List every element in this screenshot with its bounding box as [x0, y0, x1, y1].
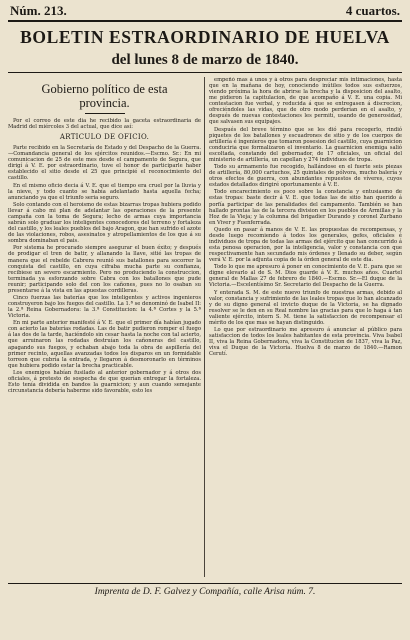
left-column — [8, 77, 205, 577]
left-paragraph-6: En mi parte anterior manifesté á V. E. que el primer día habían jugado con acierto las baterías rodadas. Las de batir pudieron romper el fuego á las dos de la tarde, haciéndolo sin cesar hasta la noche con tal acierto, que arruinaron las rodadas destruían los cañoneras del castillo, apagando sus fuegos, y echaban abajo toda la obra de aspillería del primer recinto, aquellas avanzadas todos los disparos en un formidable torreon que cubría la entrada, y llegaron á desmoronarlo en términos que hubiera podido estar la brecha practicable. — [8, 320, 201, 369]
right-paragraph-7: Y enterada S. M. de este nuevo triunfo de nuestras armas, debido al valor, constancia y sufrimiento de las leales tropas que lo han alcanzado y de su digno general el invicto duque de la Victoria, se ha dignado resolver se le den en su Real nombre las gracias para que lo haga á tan valiente ejército, intern S. M. tiene la satisfaccion de recompensar el mérito de los que mas se hayan distinguido. — [209, 289, 402, 326]
left-paragraph-1: Parte recibido en la Secretaría de Estado y del Despacho de la Guerra.—Comandancia general de los ejércitos reunidos.—Escmo. Sr.: En mi comunicacion de 25 de este mes desde el campamento de Segura, que dirigí á V. E. por estraordinario, tuve el honor de participarle haber establecido el sitio desde el 25 que principié el reconocimiento del castillo. — [8, 145, 201, 182]
left-paragraph-2: En el mismo oficio decia á V. E. que el tiempo era cruel por la lluvia y la nieve, y todo cuanto se había adelantado hasta aquella fecha; anunciando ya que el triunfo seria seguro. — [8, 182, 201, 201]
issue-number: Núm. 213. — [10, 3, 67, 18]
article-columns — [8, 77, 402, 577]
right-paragraph-8: Lo que por estraordinario me apresuro á anunciar al público para satisfaccion de todos los leales habitantes de esta provincia. Viva Isabel II, viva la Reina Gobernadora, viva la Constitucion de 1837, viva la Paz, viva el Duque de la Victoria. Huelva 8 de marzo de 1840.—Ramon Cerutí. — [209, 327, 402, 358]
dateline: del lunes 8 de marzo de 1840. — [111, 52, 299, 68]
right-paragraph-5: Quedo en pasar á manos de V. E. las propuestas de recompensas, y desde luego recomiendo á todos los generales, gefes, oficiales é individuos de tropa de todas las armas del ejército que han concurrido á esta penosa operacion, por la inteligencia, valor y constancia con que respectivamente han secundado mis órdenes y llenado su deber, según verá V. E. por la adjunta copia de la órden general de este dia. — [209, 226, 402, 264]
section-title-line2: provincia. — [79, 96, 130, 110]
right-paragraph-1: empeñó mas á unos y á otros para despreciar mis intimaciones, hasta que en la mañana de hoy, conociendo inútiles todos sus esfuerzos, viendo próxima la hora de abrirse la brecha y la disposicion del asalto, me pidieron la capitulacion, de que acompaño á V. E. una copia. Mi contestacion fue verbal, y reducida á que se entregasen á discrecion, ofreciéndoles las vidas, que de otro modo perderían en el asalto, y después de nuevas contestaciones les permití, usando de generosidad, que salvasen sus equipajes. — [209, 77, 402, 126]
section-divider — [85, 113, 125, 114]
left-paragraph-5: Cinco fuerzas las baterías que los inteligentes y activos ingenieros construyeron bajo los fuegos del castillo. La 1.ª se denominó de Isabel II: la 2.ª Reina Gobernadora: la 3.ª Constitucion: la 4.ª Cortes y la 5.ª Victoria. — [8, 294, 201, 320]
intro-paragraph: Por el correo de este dia he recibido la gaceta estraordinaria de Madrid del miércoles 3 del actual, que dice así: — [8, 118, 201, 131]
footer-rule — [8, 583, 402, 584]
masthead-title: BOLETIN ESTRAORDINARIO DE HUELVA — [20, 27, 390, 47]
right-paragraph-6: Todo lo que me apresuro á poner en conocimiento de V. E. para que se digne elevarlo al de S. M. Dios guarde á V. E. muchos años. Cuartel general de Mallas 27 de febrero de 1840.—Escmo. Sr.—El duque de la Victoria.—Escelentísimo Sr. Secretario del Despacho de la Guerra. — [209, 264, 402, 289]
top-rule — [8, 20, 402, 22]
right-paragraph-4: Todo encarecimiento es poco sobre la constancia y entusiasmo de estas tropas: baste decir á V. E. que todas las de sitio han querido á porfía participar de las penalidades del campamento. También se han hallado prontas las de la tercera division en los pueblos de Armillas y la Hoz de la Vieja; y la columna del brigadier Durando y coronel Zurbano en Viver y Fuenferrada. — [209, 189, 402, 226]
masthead-rule — [8, 72, 402, 73]
right-paragraph-2: Después del breve término que se les dió para recogerlo, rindió piquetes de los batallones y escuadrones de sitio y de los cuerpos de artillería é ingenieros que tomaron posesion del castillo, cuya guarnicion conduciria que formalizaron el inventario. La guarnicion enemiga salió escoltada, constando del gobernador, de 17 oficiales, un oficial del ministerio de artillería, un capellan y 274 individuos de tropa. — [209, 126, 402, 163]
printer-imprint: Imprenta de D. F. Galvez y Compañía, calle Arisa núm. 7. — [94, 587, 316, 597]
section-title-line1: Gobierno político de esta — [41, 82, 168, 96]
section-title — [8, 82, 201, 110]
top-line — [8, 3, 402, 19]
left-paragraph-7: Los enemigos habían fusilado al anterior gobernador y á otros dos oficiales, á pretesto de sospecha de que querían entregar la fortaleza. Esto tenía dividida en bandos la guarnicion; y aun cuando semejante circunstancia debería haberme sido favorable, esto les — [8, 369, 201, 395]
article-title: ARTICULO DE OFICIO. — [59, 133, 150, 142]
right-paragraph-3: Todo su armamento fue recogido, hallándose en el fuerte seis piezas de artillería, 80,000 cartuchos, 25 quintales de pólvora, mucho balería y otros efectos de guerra, con abundantes repuestos de víveres, cuyos estados detallados dirigiré oportunamente á V. E. — [209, 164, 402, 189]
left-paragraph-4: Por sistema he procurado siempre asegurar el buen éxito; y después de prodigar el tren de batir, y allanando la llave, sitié las tropas de manera que el rebelde Cabrera reunió sus batallones para socorrer la conquista del castillo, en cuya cifraba mucha parte su confianza, recibiese un severo escarmiento. Pero no produciendo la construccion, terminada ya esforzando sobre Cabra con los batallones que pude reunir; participando solo del con los cañones, pues no lo osaban su presentarse á la vista en las apuestas cordilleras. — [8, 245, 201, 294]
price: 4 cuartos. — [345, 3, 400, 18]
right-column — [205, 77, 402, 577]
left-paragraph-3: Solo contando con el heroismo de estas bizarras tropas hubiera podido llevar á cabo mi plan de adelantar las operaciones de la presente campaña con la toma de Segura; lecho de armas cuya importancia sabrán solo graduar los inteligentes conocedores del terreno y fortaleza del castillo, y los leales pueblos del bajo Aragon, que han sufrido el azote de las violaciones, robos, asesinatos y atropellamientos de los que á su sombra dominaban el pais. — [8, 201, 201, 245]
